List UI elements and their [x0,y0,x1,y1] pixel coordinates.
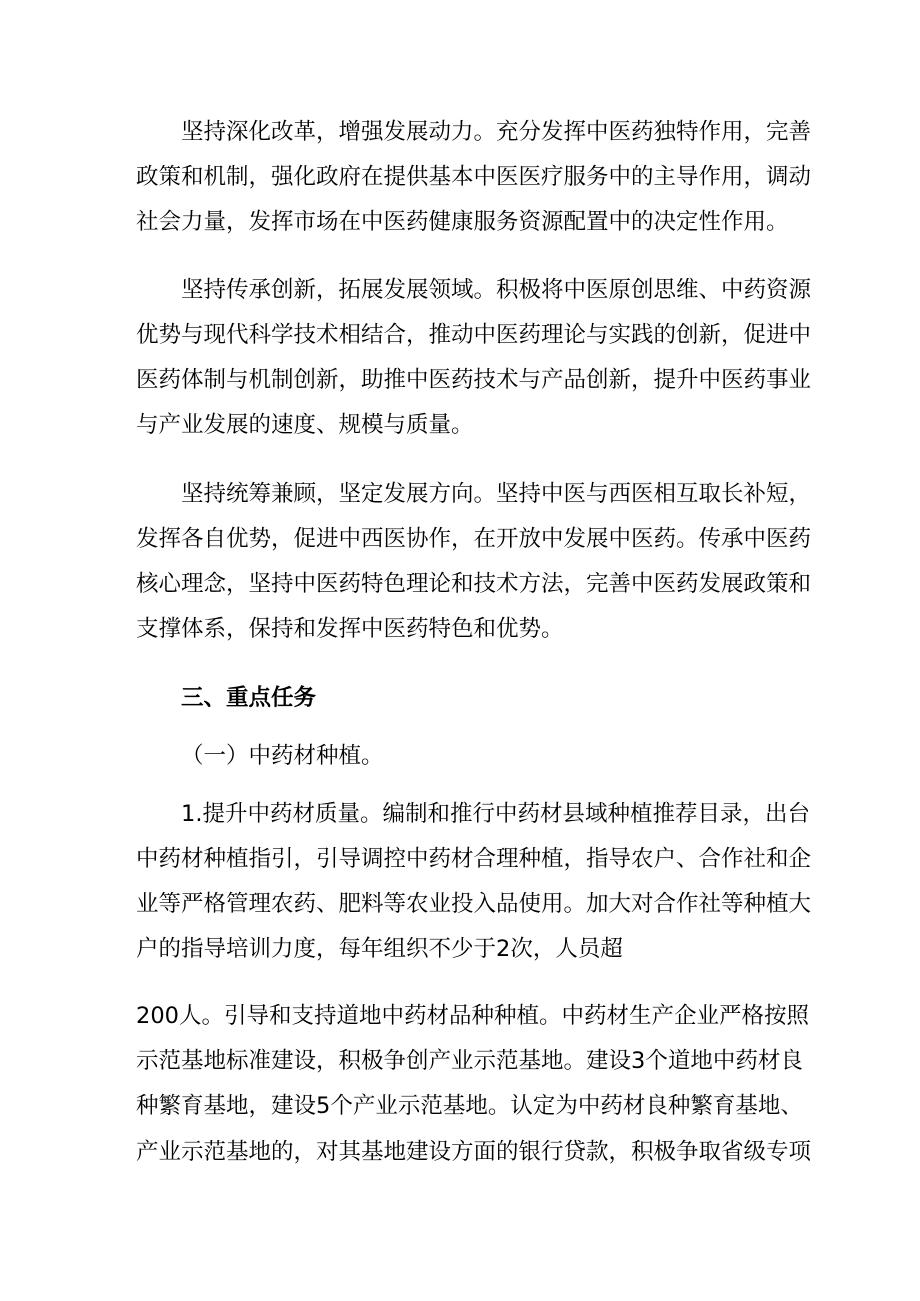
item-paragraph-line-2: 中药材种植指引，引导调控中药材合理种植，指导农户、合作社和企 [136,846,812,872]
continued-paragraph-line-3: 种繁育基地，建设5个产业示范基地。认定为中药材良种繁育基地、 [136,1093,803,1119]
continued-paragraph-line-1: 200人。引导和支持道地中药材品种种植。中药材生产企业严格按照 [136,1003,809,1029]
paragraph-2-line-3: 医药体制与机制创新，助推中医药技术与产品创新，提升中医药事业 [136,367,812,393]
continued-paragraph-line-2: 示范基地标准建设，积极争创产业示范基地。建设3个道地中药材良 [136,1048,803,1074]
paragraph-3-line-1: 坚持统筹兼顾，坚定发展方向。坚持中医与西医相互取长补短， [181,481,812,507]
paragraph-3-line-2: 发挥各自优势，促进中西医协作，在开放中发展中医药。传承中医药 [136,526,812,552]
item-paragraph-line-1: 1.提升中药材质量。编制和推行中药材县域种植推荐目录，出台 [181,801,810,827]
paragraph-2-line-4: 与产业发展的速度、规模与质量。 [136,412,474,438]
item-paragraph-line-3: 业等严格管理农药、肥料等农业投入品使用。加大对合作社等种植大 [136,891,812,917]
paragraph-3-line-3: 核心理念，坚持中医药特色理论和技术方法，完善中医药发展政策和 [136,571,812,597]
paragraph-1-line-3: 社会力量，发挥市场在中医药健康服务资源配置中的决定性作用。 [136,209,789,235]
item-paragraph-line-4: 户的指导培训力度，每年组织不少于2次，人员超 [136,936,623,962]
paragraph-2-line-1: 坚持传承创新，拓展发展领域。积极将中医原创思维、中药资源 [181,277,812,303]
paragraph-2-line-2: 优势与现代科学技术相结合，推动中医药理论与实践的创新，促进中 [136,322,812,348]
paragraph-1-line-2: 政策和机制，强化政府在提供基本中医医疗服务中的主导作用，调动 [136,164,812,190]
paragraph-1-line-1: 坚持深化改革，增强发展动力。充分发挥中医药独特作用，完善 [181,119,812,145]
paragraph-3-line-4: 支撑体系，保持和发挥中医药特色和优势。 [136,616,564,642]
section-heading: 三、重点任务 [181,685,317,711]
continued-paragraph-line-4: 产业示范基地的，对其基地建设方面的银行贷款，积极争取省级专项 [136,1139,812,1165]
subsection-heading: （一）中药材种植。 [181,743,384,769]
